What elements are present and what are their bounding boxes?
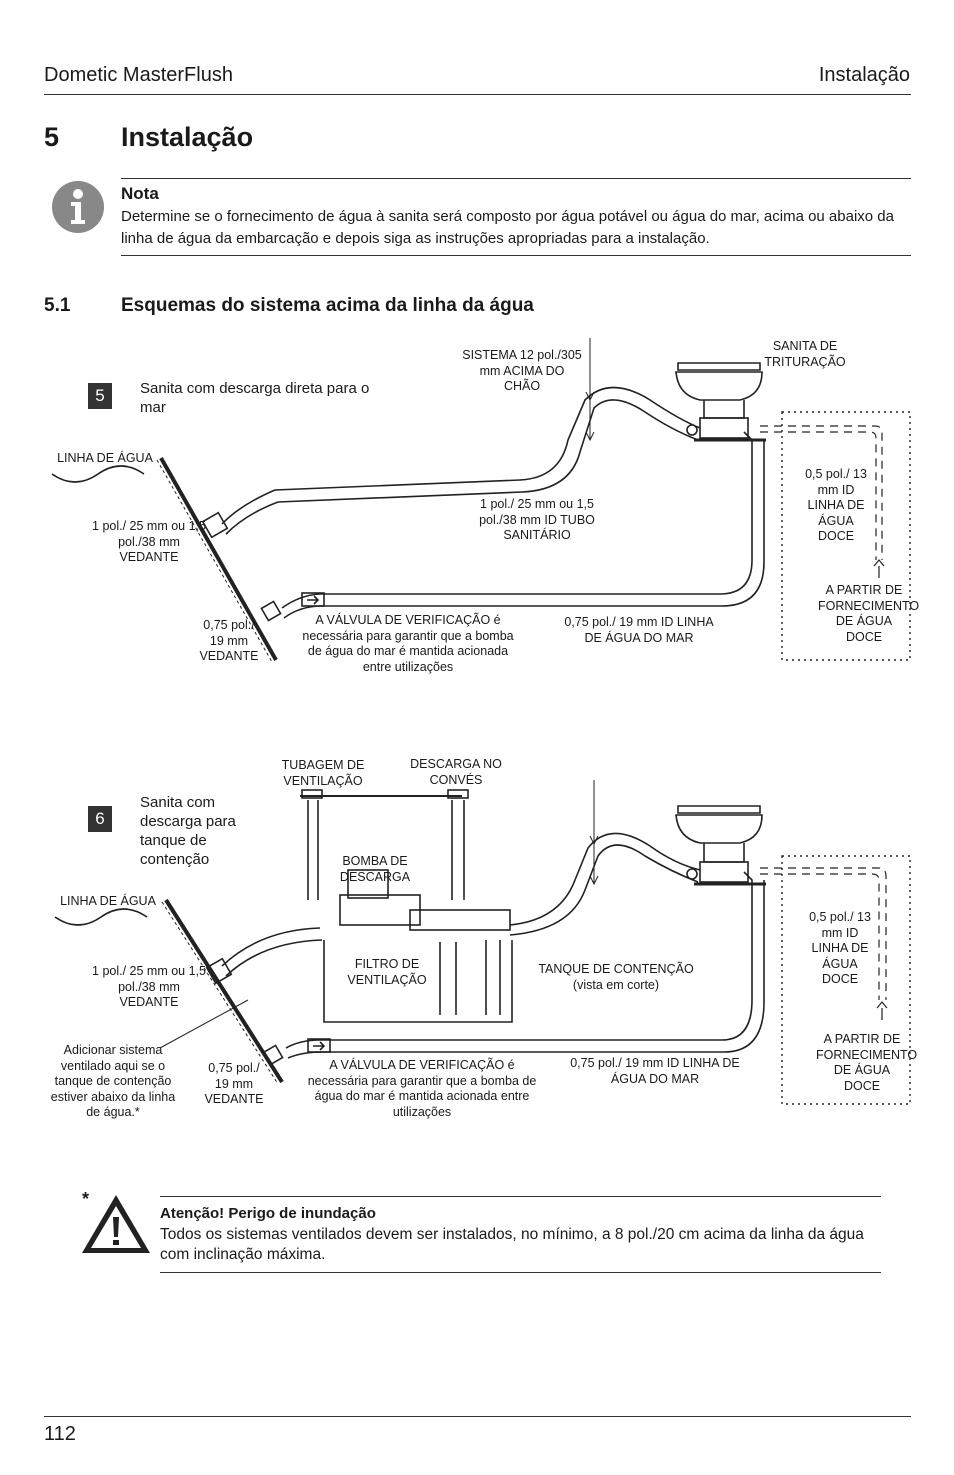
toilet-6 <box>676 806 762 882</box>
section-number: 5 <box>44 122 60 152</box>
section-title: Instalação <box>121 122 254 152</box>
fig6-vent-hose-label: TUBAGEM DE VENTILAÇÃO <box>281 758 365 788</box>
note-body: Determine se o fornecimento de água à sanita será composto por água potável ou água do mar, acima ou abaixo da linha de água da embarcação e depois siga as instruções apropriadas para a instalação. <box>121 208 894 247</box>
warning-asterisk: * <box>82 1189 90 1209</box>
fig6-seawater-line-label: 0,75 pol./ 19 mm ID LINHA DE ÁGUA DO MAR <box>570 1056 740 1086</box>
warning-body: Todos os sistemas ventilados devem ser instalados, no mínimo, a 8 pol./20 cm acima da linha da água com inclinação máxima. <box>160 1226 864 1263</box>
waterline-wave-6 <box>55 909 147 925</box>
header-section-name: Instalação <box>818 64 910 86</box>
fig5-system-height-label: SISTEMA 12 pol./305 mm ACIMA DO CHÃO <box>462 348 582 393</box>
fig6-seacock-large-label: 1 pol./ 25 mm ou 1,5 pol./38 mm VEDANTE <box>92 964 206 1009</box>
fig6-freshwater-supply-label: A PARTIR DE FORNECIMENTO DE ÁGUA DOCE <box>816 1032 918 1093</box>
fig5-sanitary-hose-label: 1 pol./ 25 mm ou 1,5 pol./38 mm ID TUBO SANITÁRIO <box>479 497 595 542</box>
figure-5-badge: 5 <box>88 383 112 409</box>
fig5-freshwater-line-label: 0,5 pol./ 13 mm ID LINHA DE ÁGUA DOCE <box>805 467 867 543</box>
seacock-small-5 <box>261 601 280 620</box>
fig5-waterline-label: LINHA DE ÁGUA <box>57 451 153 465</box>
fig6-holding-tank-label: TANQUE DE CONTENÇÃO <box>538 962 694 976</box>
fig5-toilet-label: SANITA DE TRITURAÇÃO <box>764 339 846 369</box>
fig5-freshwater-supply-label: A PARTIR DE FORNECIMENTO DE ÁGUA DOCE <box>818 583 920 644</box>
fig5-seacock-large-label: 1 pol./ 25 mm ou 1,5 pol./38 mm VEDANTE <box>92 519 206 564</box>
fig5-seacock-small-label: 0,75 pol./ 19 mm VEDANTE <box>199 618 259 663</box>
fig6-add-vent-label: Adicionar sistema ventilado aqui se o tanque de contenção estiver abaixo da linha de água.* <box>50 1043 176 1119</box>
warning-rule-bottom <box>160 1272 881 1273</box>
page-number: 112 <box>44 1423 76 1445</box>
fig6-holding-tank-sub: (vista em corte) <box>572 978 660 992</box>
fig6-freshwater-line-label: 0,5 pol./ 13 mm ID LINHA DE ÁGUA DOCE <box>809 910 871 986</box>
note-title: Nota <box>121 184 159 203</box>
fig6-check-valve-label: A VÁLVULA DE VERIFICAÇÃO é necessária para garantir que a bomba de água do mar é mantida acionada entre utilizações <box>307 1058 537 1119</box>
header-product-name: Dometic MasterFlush <box>44 64 233 86</box>
figure-6-caption: Sanita com descarga para tanque de contenção <box>140 794 236 868</box>
warning-title: Atenção! Perigo de inundação <box>160 1205 376 1222</box>
subsection-title: Esquemas do sistema acima da linha da água <box>121 295 534 316</box>
subsection-number: 5.1 <box>44 295 71 316</box>
warning-triangle-icon <box>80 1192 152 1256</box>
fig6-seacock-small-label: 0,75 pol./ 19 mm VEDANTE <box>204 1061 264 1106</box>
fig5-seawater-line-label: 0,75 pol./ 19 mm ID LINHA DE ÁGUA DO MAR <box>564 615 714 645</box>
toilet-5 <box>676 363 762 438</box>
fig6-vent-filter-label: FILTRO DE VENTILAÇÃO <box>347 957 427 987</box>
figure-5-caption: Sanita com descarga direta para o mar <box>140 380 370 416</box>
waterline-wave-5 <box>52 466 144 482</box>
footer-rule <box>44 1416 911 1417</box>
fig6-waterline-label: LINHA DE ÁGUA <box>60 894 156 908</box>
warning-rule-top <box>160 1196 881 1197</box>
fig6-pump-label: BOMBA DE DESCARGA <box>339 854 411 884</box>
figure-6-badge: 6 <box>88 806 112 832</box>
fig6-deck-discharge-label: DESCARGA NO CONVÉS <box>410 757 502 787</box>
fig5-check-valve-label: A VÁLVULA DE VERIFICAÇÃO é necessária para garantir que a bomba de água do mar é mantida acionada entre utilizações <box>302 613 514 674</box>
